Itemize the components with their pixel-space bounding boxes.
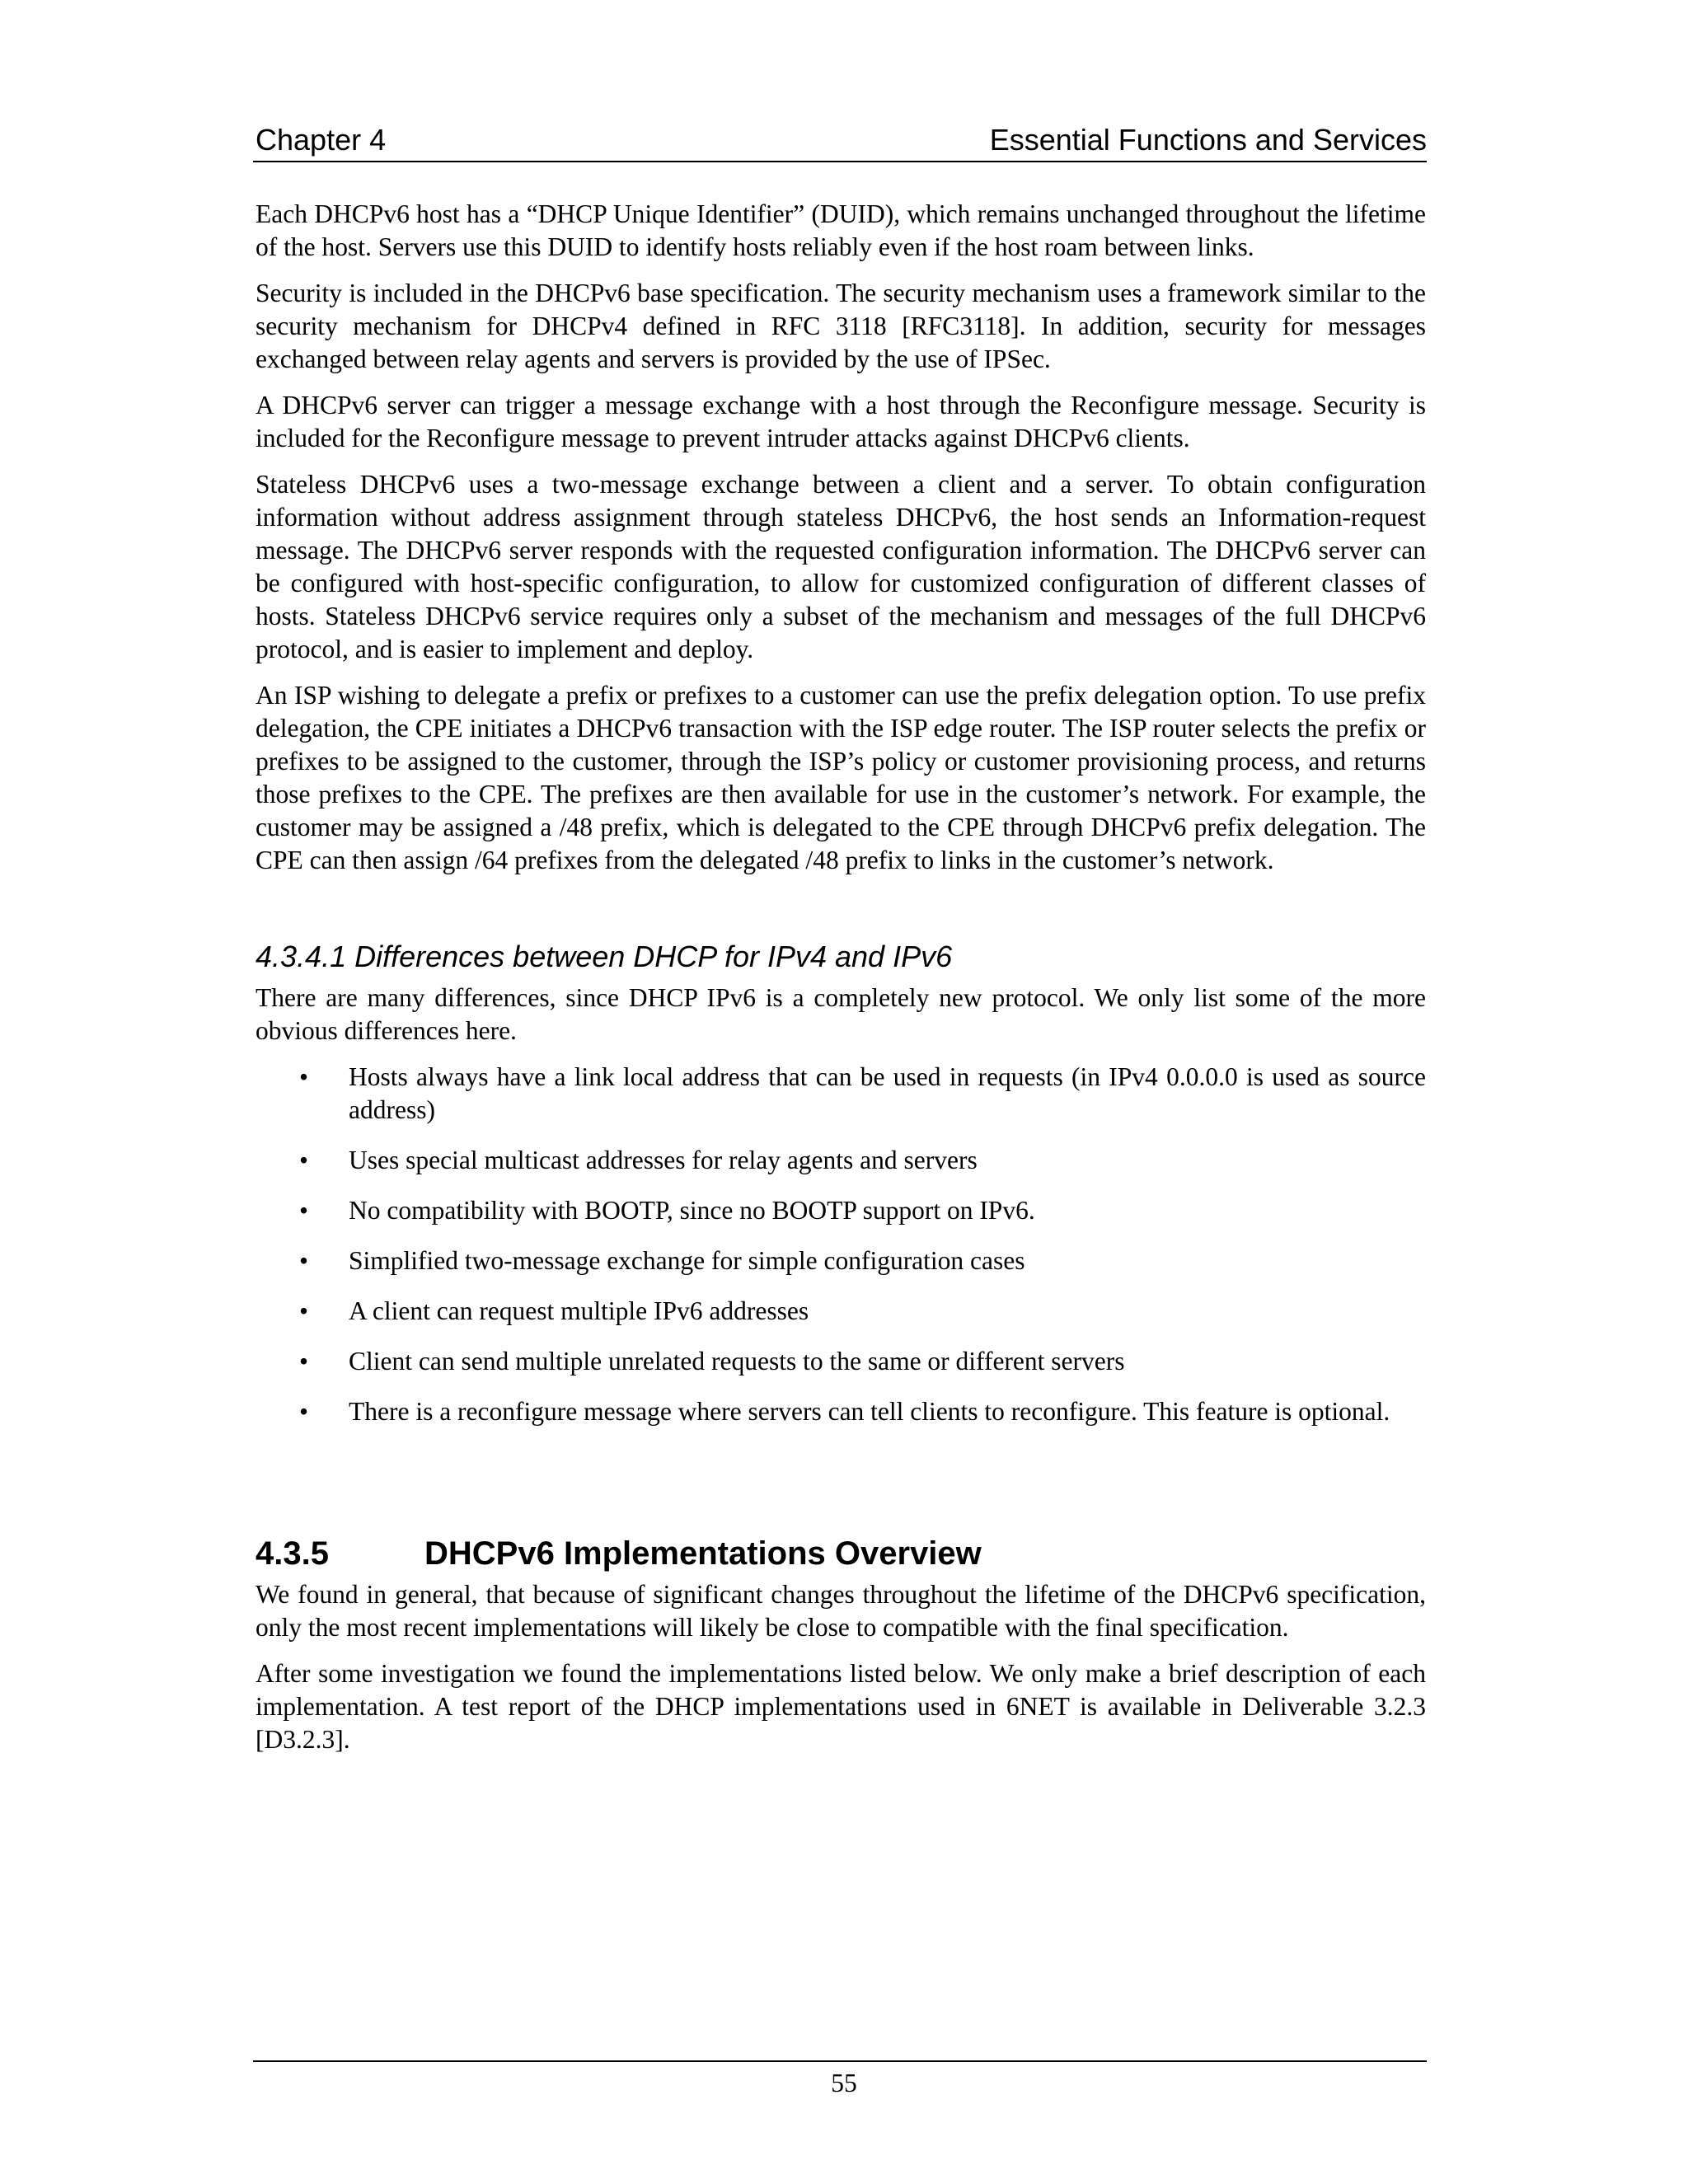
paragraph-duid: Each DHCPv6 host has a “DHCP Unique Identifier” (DUID), which remains unchanged throughout the lifetime of the host. Servers use this DUID to identify hosts reliably even if the host roam between links. <box>256 199 1426 261</box>
subsection-heading: 4.3.4.1 Differences between DHCP for IPv4 and IPv6 <box>256 940 953 973</box>
header-section-title: Essential Functions and Services <box>989 123 1427 157</box>
list-item <box>256 1194 1426 1227</box>
paragraph-implementations-general: We found in general, that because of significant changes throughout the lifetime of the DHCPv6 specification, only the most recent implementations will likely be close to compatible with the final specification. <box>256 1580 1426 1642</box>
list-item-text: A client can request multiple IPv6 addresses <box>349 1296 809 1325</box>
list-item <box>256 1295 1426 1328</box>
page-number: 55 <box>831 2069 857 2097</box>
list-item <box>256 1244 1426 1277</box>
differences-list <box>256 1061 1426 1428</box>
section-title: DHCPv6 Implementations Overview <box>424 1535 982 1572</box>
list-item-text: Simplified two-message exchange for simple configuration cases <box>349 1246 1025 1275</box>
subsection-intro: There are many differences, since DHCP IPv6 is a completely new protocol. We only list some of the more obvious differences here. <box>256 983 1426 1045</box>
list-item-text: Hosts always have a link local address that can be used in requests (in IPv4 0.0.0.0 is used as source address) <box>349 1062 1426 1124</box>
paragraph-stateless: Stateless DHCPv6 uses a two-message exchange between a client and a server. To obtain configuration information without address assignment through stateless DHCPv6, the host sends an Information-request message. The DHCPv6 server responds with the requested configuration information. The DHCPv6 server can be configured with host-specific configuration, to allow for customized configuration of different classes of hosts. Stateless DHCPv6 service requires only a subset of the mechanism and messages of the full DHCPv6 protocol, and is easier to implement and deploy. <box>256 470 1426 663</box>
section-number: 4.3.5 <box>256 1535 329 1572</box>
list-item <box>256 1144 1426 1177</box>
list-item-text: Uses special multicast addresses for relay agents and servers <box>349 1146 978 1174</box>
paragraph-prefix-delegation: An ISP wishing to delegate a prefix or prefixes to a customer can use the prefix delegation option. To use prefix delegation, the CPE initiates a DHCPv6 transaction with the ISP edge router. The ISP router selects the prefix or prefixes to be assigned to the customer, through the ISP’s policy or customer provisioning process, and returns those prefixes to the CPE. The prefixes are then available for use in the customer’s network. For example, the customer may be assigned a /48 prefix, which is delegated to the CPE through DHCPv6 prefix delegation. The CPE can then assign /64 prefixes from the delegated /48 prefix to links in the customer’s network. <box>256 681 1426 874</box>
list-item <box>256 1061 1426 1127</box>
list-item-text: Client can send multiple unrelated requests to the same or different servers <box>349 1347 1125 1376</box>
paragraph-security: Security is included in the DHCPv6 base specification. The security mechanism uses a framework similar to the security mechanism for DHCPv4 defined in RFC 3118 [RFC3118]. In addition, security for messages exchanged between relay agents and servers is provided by the use of IPSec. <box>256 279 1426 373</box>
bullet-icon: • <box>299 1246 309 1275</box>
footer-rule <box>253 2060 1427 2062</box>
list-item-text: There is a reconfigure message where servers can tell clients to reconfigure. This feature is optional. <box>349 1397 1390 1426</box>
section-heading <box>256 1534 1426 1573</box>
list-item <box>256 1395 1426 1428</box>
bullet-icon: • <box>299 1296 309 1325</box>
header-chapter: Chapter 4 <box>256 123 387 157</box>
header-rule <box>253 161 1427 162</box>
bullet-icon: • <box>299 1347 309 1376</box>
paragraph-implementations-investigation: After some investigation we found the implementations listed below. We only make a brief description of each implementation. A test report of the DHCP implementations used in 6NET is available in Deliverable 3.2.3 [D3.2.3]. <box>256 1659 1426 1754</box>
bullet-icon: • <box>299 1397 309 1426</box>
paragraph-reconfigure: A DHCPv6 server can trigger a message exchange with a host through the Reconfigure message. Security is included for the Reconfigure message to prevent intruder attacks against DHCPv6 clients. <box>256 391 1426 452</box>
page-body <box>256 198 1426 1769</box>
list-item-text: No compatibility with BOOTP, since no BOOTP support on IPv6. <box>349 1196 1035 1225</box>
bullet-icon: • <box>299 1146 309 1174</box>
list-item <box>256 1345 1426 1378</box>
bullet-icon: • <box>299 1062 309 1091</box>
bullet-icon: • <box>299 1196 309 1225</box>
running-header <box>253 122 1427 158</box>
